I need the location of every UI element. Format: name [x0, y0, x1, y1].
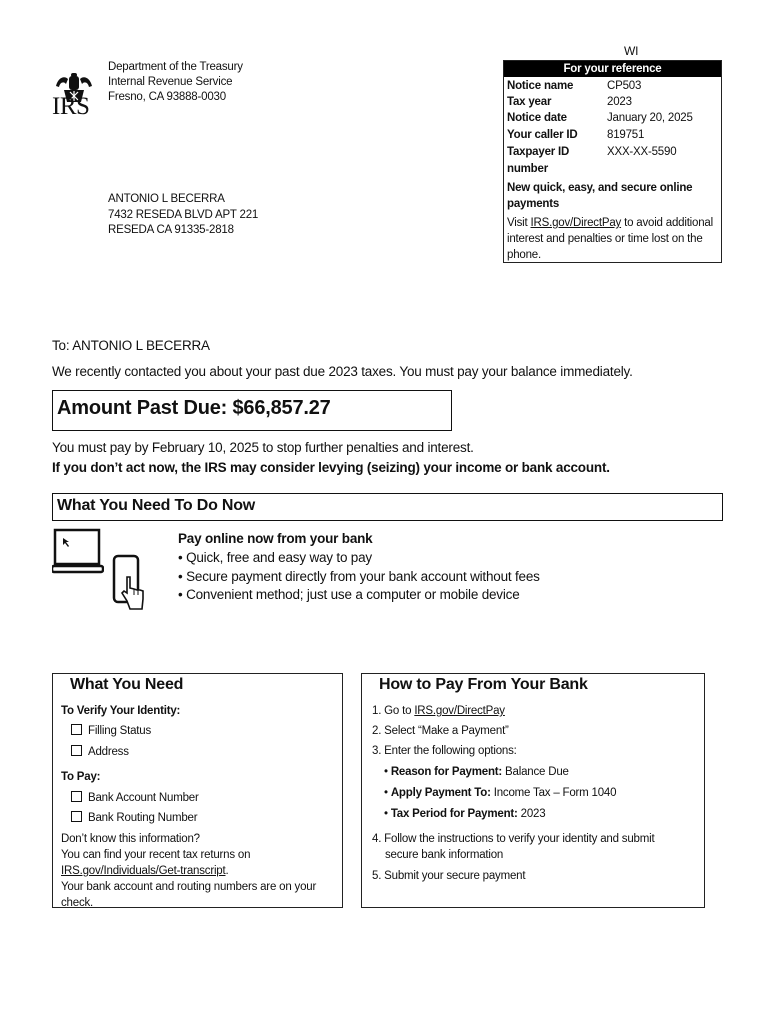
reference-label: number [507, 163, 548, 175]
visit-suffix: to avoid additional interest and penalties or time lost on the phone. [507, 217, 713, 261]
pay-heading: To Pay: [61, 771, 101, 783]
reference-label: Tax year [507, 96, 552, 108]
what-you-need-box [52, 673, 343, 908]
reference-title: For your reference [504, 61, 721, 77]
checklist-item [71, 744, 129, 760]
option-value: Balance Due [502, 766, 569, 778]
todo-heading: What You Need To Do Now [57, 497, 256, 514]
how-to-pay-box [361, 673, 705, 908]
step-1 [372, 703, 505, 719]
online-payments-heading: New quick, easy, and secure online payments [507, 182, 693, 210]
check-note: Your bank account and routing numbers are on your check. [61, 881, 317, 909]
reference-box [503, 60, 722, 263]
bullet-text: Convenient method; just use a computer or mobile device [186, 587, 520, 602]
verify-heading: To Verify Your Identity: [61, 705, 181, 717]
phone-tap-icon [110, 553, 150, 615]
checklist-text: Bank Routing Number [88, 812, 198, 824]
step-1-prefix: 1. Go to [372, 705, 415, 717]
payment-option: • Tax Period for Payment: 2023 [384, 808, 546, 820]
checklist-text: Bank Account Number [88, 792, 199, 804]
checklist-item [71, 790, 199, 806]
bullet-item: • Convenient method; just use a computer or mobile device [178, 587, 520, 602]
bullet-text: Secure payment directly from your bank account without fees [186, 568, 540, 584]
checklist-item [71, 810, 197, 826]
bullet-item: • Quick, free and easy way to pay [178, 550, 372, 565]
how-to-pay-title: How to Pay From Your Bank [379, 676, 588, 693]
transcript-line [61, 863, 341, 879]
checkbox-icon[interactable] [71, 745, 82, 756]
find-returns-line: You can find your recent tax returns on [61, 849, 251, 861]
recipient-line: ANTONIO L BECERRA [108, 193, 225, 205]
contacted-sentence: We recently contacted you about your past due 2023 taxes. You must pay your balance immediately. [52, 364, 633, 379]
reference-value: 819751 [607, 129, 645, 141]
option-value: Income Tax – Form 1040 [490, 787, 617, 799]
transcript-suffix: . [225, 865, 229, 877]
what-you-need-title: What You Need [70, 676, 184, 693]
irs-logo-text: IRS [52, 93, 90, 120]
recipient-line: 7432 RESEDA BLVD APT 221 [108, 208, 259, 221]
checkbox-icon[interactable] [71, 811, 82, 822]
directpay-link[interactable]: IRS.gov/DirectPay [414, 705, 505, 717]
recipient-line: RESEDA CA 91335-2818 [108, 224, 234, 236]
reference-value: CP503 [607, 80, 642, 92]
directpay-link[interactable]: IRS.gov/DirectPay [530, 217, 622, 229]
step-5: 5. Submit your secure payment [372, 870, 526, 882]
agency-line: Internal Revenue Service [108, 76, 233, 88]
reference-value: XXX-XX-5590 [607, 146, 677, 158]
payment-option: • Reason for Payment: Balance Due [384, 766, 569, 778]
reference-value: 2023 [607, 96, 632, 108]
step-2: 2. Select “Make a Payment” [372, 725, 509, 737]
agency-address [108, 60, 243, 105]
payment-option: • Apply Payment To: Income Tax – Form 1040 [384, 787, 617, 799]
reference-label: Taxpayer ID [507, 146, 570, 158]
reference-label: Notice name [507, 80, 574, 92]
recipient-address [108, 192, 258, 239]
option-label: Apply Payment To: [390, 787, 491, 799]
to-line: To: ANTONIO L BECERRA [52, 338, 210, 353]
dont-know-line: Don’t know this information? [61, 833, 200, 845]
visit-prefix: Visit [507, 217, 531, 229]
pay-online-bullets [178, 549, 540, 605]
state-code: WI [624, 44, 639, 58]
help-text [61, 831, 341, 911]
amount-past-due: Amount Past Due: $66,857.27 [57, 397, 331, 419]
agency-line: Fresno, CA 93888-0030 [108, 91, 226, 103]
reference-value: January 20, 2025 [607, 112, 693, 124]
visit-note [507, 215, 719, 263]
pay-by-sentence: You must pay by February 10, 2025 to stop further penalties and interest. [52, 440, 474, 455]
checkbox-icon[interactable] [71, 724, 82, 735]
get-transcript-link[interactable]: IRS.gov/Individuals/Get-transcript [61, 865, 226, 877]
option-value: 2023 [517, 808, 546, 820]
checklist-text: Filling Status [88, 725, 152, 737]
checklist-text: Address [88, 746, 129, 758]
step-4: 4. Follow the instructions to verify your identity and submit [372, 833, 655, 845]
agency-line: Department of the Treasury [108, 61, 243, 73]
option-label: Tax Period for Payment: [390, 808, 518, 820]
bullet-item: • Secure payment directly from your bank account without fees [178, 568, 540, 584]
pay-online-title: Pay online now from your bank [178, 531, 373, 546]
levy-warning: If you don’t act now, the IRS may consider levying (seizing) your income or bank account. [52, 460, 610, 475]
checklist-item [71, 723, 151, 739]
option-label: Reason for Payment: [390, 766, 503, 778]
step-3: 3. Enter the following options: [372, 745, 517, 757]
laptop-icon [52, 528, 104, 576]
checkbox-icon[interactable] [71, 791, 82, 802]
step-4-continued: secure bank information [385, 849, 504, 861]
bullet-text: Quick, free and easy way to pay [186, 550, 372, 565]
reference-label: Your caller ID [507, 129, 578, 141]
reference-label: Notice date [507, 112, 567, 124]
